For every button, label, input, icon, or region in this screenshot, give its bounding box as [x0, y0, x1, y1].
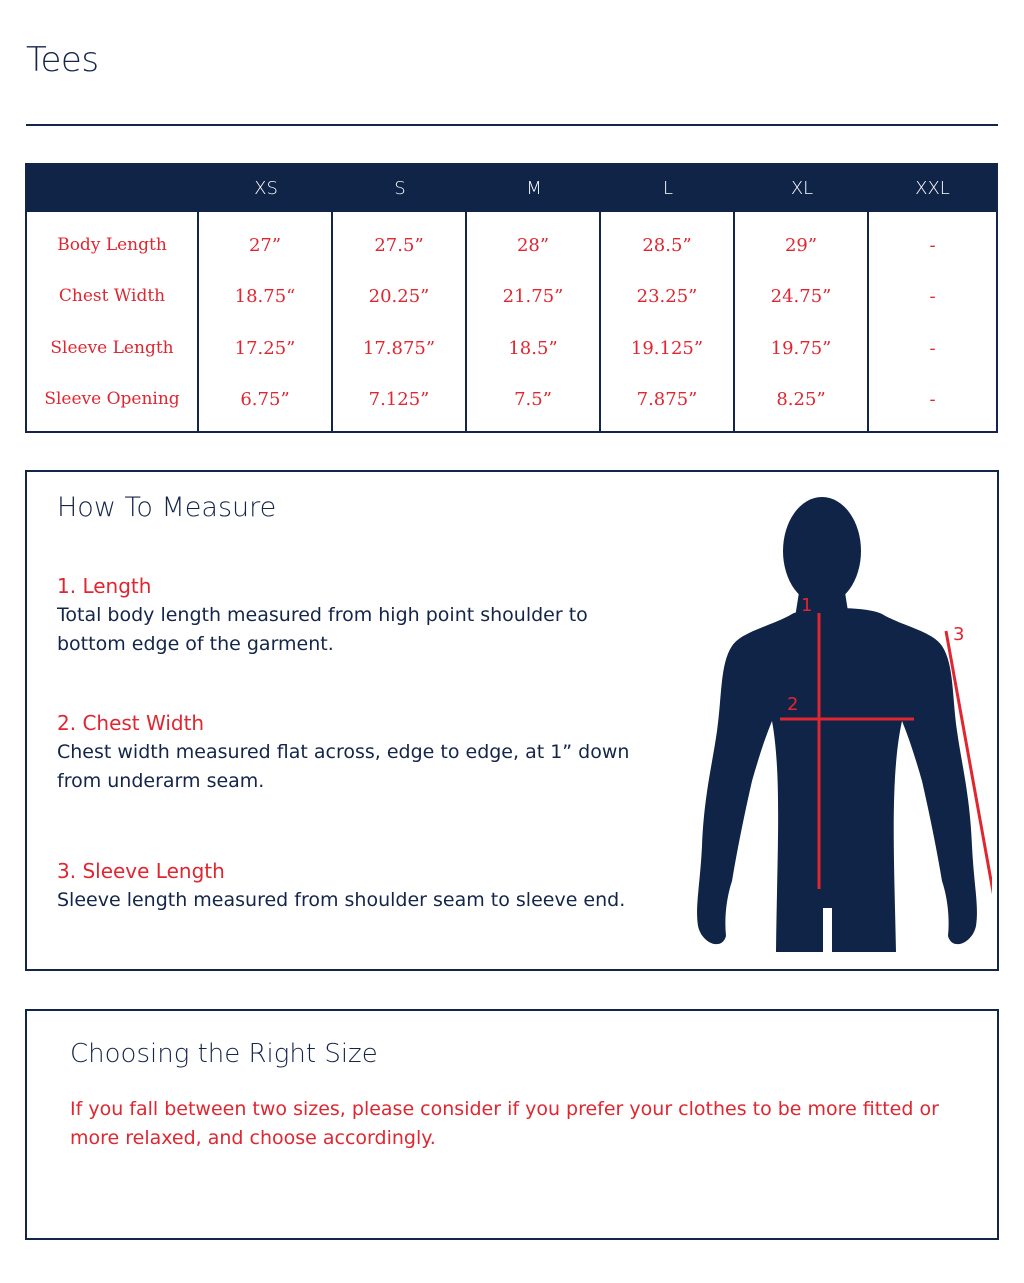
- marker-2: 2: [787, 694, 799, 715]
- table-body: [27, 212, 996, 431]
- size-chart-table: [25, 163, 998, 433]
- size-header-xl: XL: [790, 178, 814, 199]
- choosing-size-title: Choosing the Right Size: [70, 1039, 378, 1069]
- table-cell: 17.875”: [362, 338, 436, 359]
- table-cell: 24.75”: [770, 286, 832, 307]
- row-label-sleeve-length: Sleeve Length: [50, 338, 174, 358]
- size-header-xxl: XXL: [915, 178, 950, 199]
- table-header-row: [27, 165, 996, 212]
- page-title: Tees: [26, 40, 99, 80]
- size-header-xs: XS: [254, 178, 278, 199]
- table-cell: 18.5”: [508, 338, 558, 359]
- how-to-measure-panel: [25, 470, 999, 971]
- measure-step-length: [57, 572, 657, 659]
- table-cell: 27.5”: [374, 235, 424, 256]
- body-silhouette-icon: [692, 496, 992, 956]
- row-label-sleeve-opening: Sleeve Opening: [44, 389, 180, 409]
- size-header-l: L: [662, 178, 674, 199]
- table-cell: 17.25”: [234, 338, 296, 359]
- table-cell: 20.25”: [368, 286, 430, 307]
- row-label-chest-width: Chest Width: [58, 286, 166, 306]
- step-title: 2. Chest Width: [57, 711, 205, 735]
- table-cell: 7.5”: [514, 389, 552, 410]
- table-cell: -: [929, 338, 936, 359]
- table-cell: 23.25”: [636, 286, 698, 307]
- table-cell: 18.75“: [234, 286, 296, 307]
- table-cell: 19.75”: [770, 338, 832, 359]
- step-title: 1. Length: [57, 574, 152, 598]
- table-cell: -: [929, 389, 936, 410]
- step-description: Chest width measured flat across, edge to edge, at 1” down from underarm seam.: [57, 741, 630, 792]
- table-cell: 8.25”: [776, 389, 826, 410]
- how-to-measure-title: How To Measure: [57, 492, 277, 523]
- table-cell: -: [929, 286, 936, 307]
- table-cell: 28.5”: [642, 235, 692, 256]
- step-description: Total body length measured from high point shoulder to bottom edge of the garment.: [57, 604, 588, 655]
- table-cell: -: [929, 235, 936, 256]
- measure-step-sleeve-length: [57, 857, 697, 915]
- table-cell: 7.125”: [368, 389, 430, 410]
- table-cell: 29”: [784, 235, 818, 256]
- table-cell: 6.75”: [240, 389, 290, 410]
- table-cell: 27”: [248, 235, 282, 256]
- choosing-size-panel: [25, 1009, 999, 1240]
- table-cell: 7.875”: [636, 389, 698, 410]
- silhouette-shape: [697, 497, 977, 952]
- measure-step-chest-width: [57, 709, 657, 796]
- title-divider: [26, 124, 998, 126]
- step-title: 3. Sleeve Length: [57, 859, 225, 883]
- table-cell: 19.125”: [630, 338, 704, 359]
- size-header-m: M: [526, 178, 542, 199]
- size-header-s: S: [394, 178, 406, 199]
- row-label-body-length: Body Length: [57, 235, 167, 255]
- choosing-size-text: If you fall between two sizes, please consider if you prefer your clothes to be more fitted or more relaxed, and choose accordingly.: [70, 1098, 939, 1149]
- marker-3: 3: [953, 624, 965, 645]
- marker-1: 1: [801, 595, 813, 616]
- table-cell: 21.75”: [502, 286, 564, 307]
- table-cell: 28”: [516, 235, 550, 256]
- step-description: Sleeve length measured from shoulder seam to sleeve end.: [57, 889, 626, 911]
